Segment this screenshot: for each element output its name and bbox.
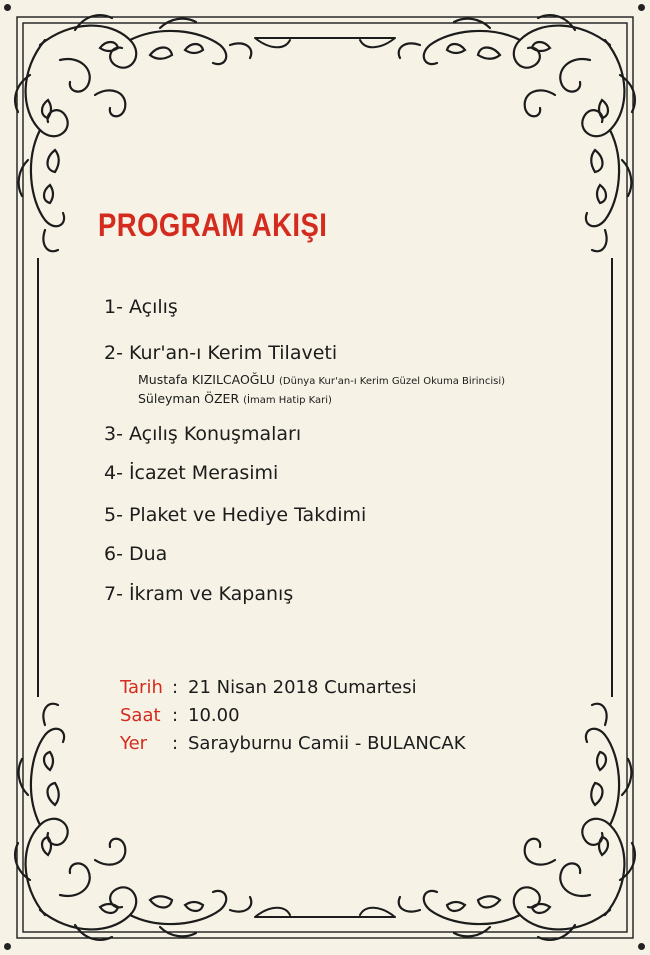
- item-number: 3-: [104, 423, 123, 445]
- item-text: Açılış Konuşmaları: [128, 423, 302, 445]
- program-item: [104, 296, 178, 318]
- reciter-note: (İmam Hatip Kari): [243, 395, 332, 406]
- item-number: 4-: [104, 462, 123, 484]
- info-value: 10.00: [188, 705, 240, 726]
- info-value: Sarayburnu Camii - BULANCAK: [188, 733, 466, 754]
- reciter-name: Süleyman ÖZER: [138, 391, 240, 406]
- info-colon: :: [172, 677, 179, 698]
- item-number: 6-: [104, 543, 123, 565]
- reciter-line: [138, 372, 505, 387]
- reciter-line: [138, 391, 332, 406]
- program-item: [104, 543, 167, 565]
- page-title: PROGRAM AKIŞI: [98, 207, 328, 243]
- item-text: İkram ve Kapanış: [128, 583, 294, 605]
- info-label: Saat: [120, 705, 161, 726]
- item-text: Plaket ve Hediye Takdimi: [128, 504, 367, 526]
- info-colon: :: [172, 705, 179, 726]
- item-number: 5-: [104, 504, 123, 526]
- item-text: Dua: [128, 543, 168, 565]
- item-text: İcazet Merasimi: [128, 462, 279, 484]
- reciter-note: (Dünya Kur'an-ı Kerim Güzel Okuma Birincisi): [279, 376, 506, 387]
- item-number: 7-: [104, 583, 123, 605]
- info-value: 21 Nisan 2018 Cumartesi: [188, 677, 417, 698]
- program-item: [104, 342, 337, 364]
- item-text: Açılış: [128, 296, 178, 318]
- info-colon: :: [172, 733, 179, 754]
- info-label: Tarih: [120, 677, 163, 698]
- info-time: [120, 705, 240, 726]
- info-label: Yer: [120, 733, 148, 754]
- item-number: 1-: [104, 296, 123, 318]
- info-place: [120, 733, 466, 754]
- reciter-name: Mustafa KIZILCAOĞLU: [138, 372, 275, 387]
- program-item: [104, 423, 301, 445]
- program-item: [104, 504, 366, 526]
- item-text: Kur'an-ı Kerim Tilaveti: [128, 342, 338, 364]
- program-item: [104, 462, 278, 484]
- program-item: [104, 583, 293, 605]
- item-number: 2-: [104, 342, 123, 364]
- info-date: [120, 677, 417, 698]
